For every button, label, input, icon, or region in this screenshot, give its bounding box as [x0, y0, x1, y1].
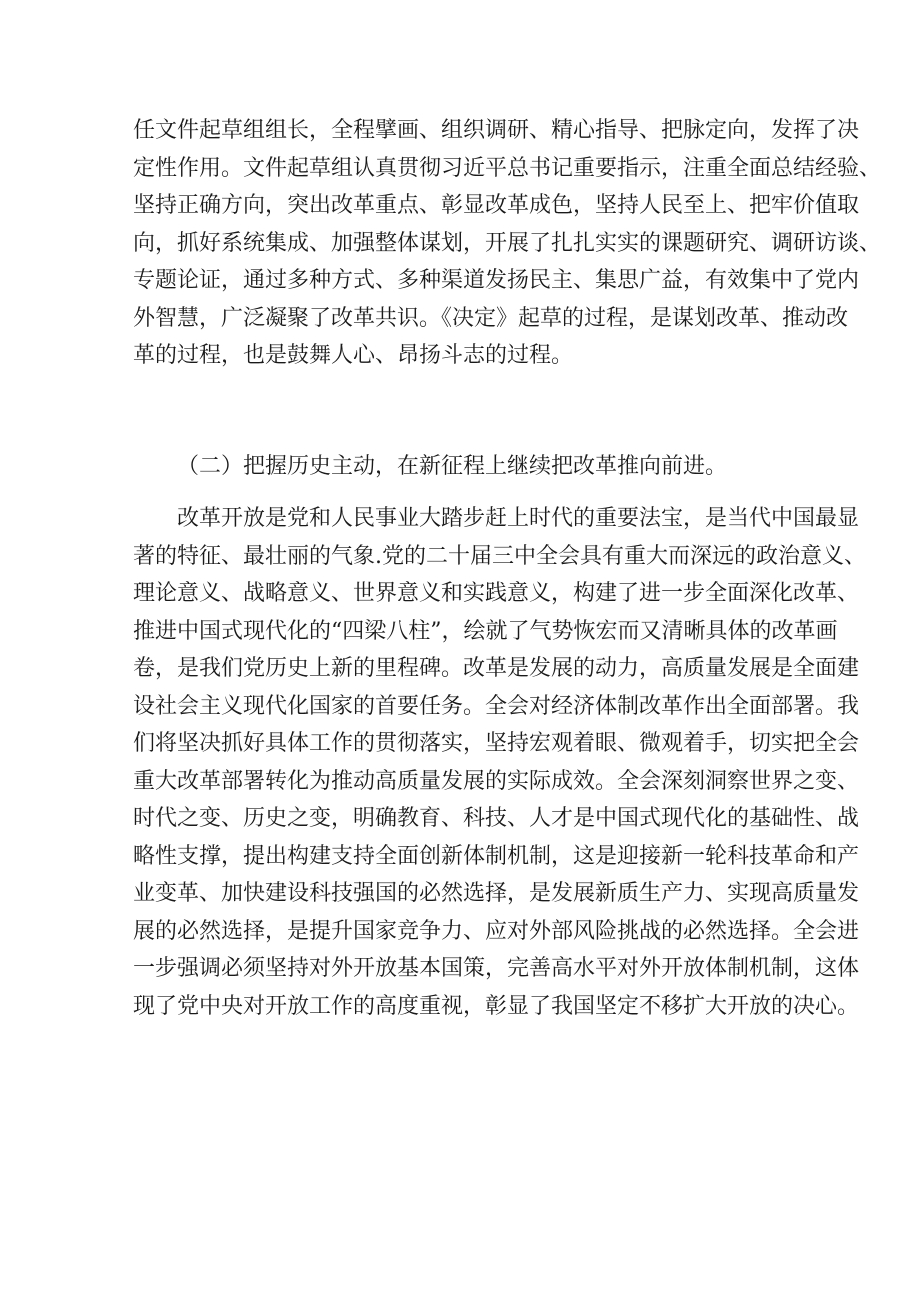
paragraph-line: 理论意义、战略意义、世界意义和实践意义，构建了进一步全面深化改革、 [133, 581, 860, 606]
paragraph-line: 卷，是我们党历史上新的里程碑。改革是发展的动力，高质量发展是全面建 [133, 656, 860, 681]
paragraph-line: 革的过程，也是鼓舞人心、昂扬斗志的过程。 [133, 343, 574, 368]
paragraph-line: 推进中国式现代化的“四梁八柱”，绘就了气势恢宏而又清晰具体的改革画 [133, 618, 838, 644]
paragraph-line: 业变革、加快建设科技强国的必然选择，是发展新质生产力、实现高质量发 [133, 881, 860, 906]
paragraph-line: 外智慧，广泛凝聚了改革共识。《决定》起草的过程，是谋划改革、推动改 [133, 305, 849, 331]
paragraph-line: 略性支撑，提出构建支持全面创新体制机制，这是迎接新一轮科技革命和产 [133, 843, 860, 869]
paragraph-line: 设社会主义现代化国家的首要任务。全会对经济体制改革作出全面部署。我 [133, 693, 860, 719]
paragraph-line: 向，抓好系统集成、加强整体谋划，开展了扎扎实实的课题研究、调研访谈、 [133, 230, 882, 256]
paragraph-line: 重大改革部署转化为推动高质量发展的实际成效。全会深刻洞察世界之变、 [133, 768, 860, 794]
paragraph-line: 坚持正确方向，突出改革重点、彰显改革成色，坚持人民至上、把牢价值取 [133, 193, 860, 218]
paragraph-line: 著的特征、最壮丽的气象.党的二十届三中全会具有重大而深远的政治意义、 [133, 543, 866, 569]
paragraph-line: 任文件起草组组长，全程擘画、组织调研、精心指导、把脉定向，发挥了决 [133, 118, 860, 143]
section-heading-text: （二）把握历史主动，在新征程上继续把改革推向前进。 [177, 454, 728, 479]
paragraph-line: 展的必然选择，是提升国家竞争力、应对外部风险挑战的必然选择。全会进 [133, 918, 860, 944]
paragraph-line: 改革开放是党和人民事业大踏步赶上时代的重要法宝，是当代中国最显 [177, 506, 860, 531]
section-heading [133, 448, 793, 486]
paragraph-line: 现了党中央对开放工作的高度重视，彰显了我国坚定不移扩大开放的决心。 [133, 993, 860, 1019]
paragraph-line: 专题论证，通过多种方式、多种渠道发扬民主、集思广益，有效集中了党内 [133, 268, 860, 293]
paragraph-1 [133, 112, 882, 375]
paragraph-line: 时代之变、历史之变，明确教育、科技、人才是中国式现代化的基础性、战 [133, 806, 860, 831]
paragraph-line: 们将坚决抓好具体工作的贯彻落实，坚持宏观着眼、微观着手，切实把全会 [133, 731, 860, 756]
paragraph-2 [133, 500, 866, 1025]
paragraph-line: 定性作用。文件起草组认真贯彻习近平总书记重要指示，注重全面总结经验、 [133, 155, 882, 181]
paragraph-line: 一步强调必须坚持对外开放基本国策，完善高水平对外开放体制机制，这体 [133, 956, 860, 981]
